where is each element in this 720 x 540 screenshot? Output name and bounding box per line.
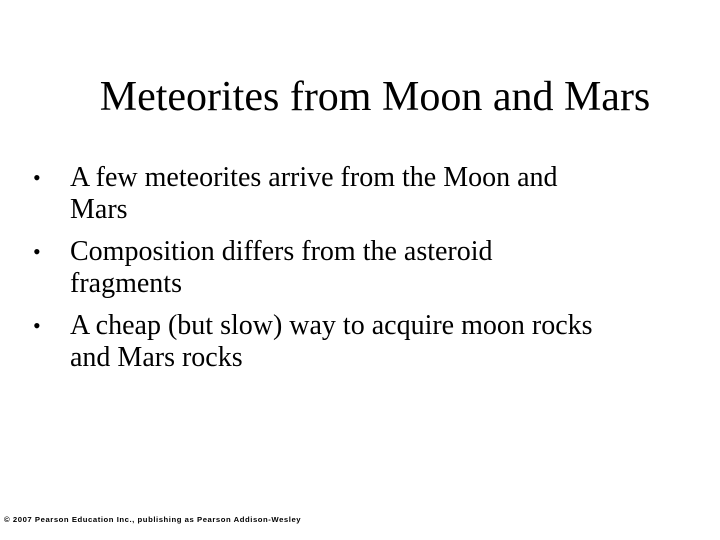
bullet-text-line: fragments — [70, 268, 182, 299]
bullet-item — [33, 310, 693, 374]
bullet-icon: • — [33, 313, 41, 338]
bullet-icon: • — [33, 239, 41, 264]
bullet-text-line: A few meteorites arrive from the Moon and — [70, 162, 558, 193]
bullet-list — [33, 162, 693, 384]
bullet-item — [33, 236, 693, 300]
bullet-text-line: and Mars rocks — [70, 342, 243, 373]
bullet-text-line: A cheap (but slow) way to acquire moon rocks — [70, 310, 593, 341]
bullet-item — [33, 162, 693, 226]
copyright-notice: © 2007 Pearson Education Inc., publishing as Pearson Addison-Wesley — [4, 517, 302, 524]
slide-title: Meteorites from Moon and Mars — [99, 74, 651, 120]
bullet-text-line: Mars — [70, 194, 128, 225]
bullet-icon: • — [33, 165, 41, 190]
bullet-text-line: Composition differs from the asteroid — [70, 236, 493, 267]
